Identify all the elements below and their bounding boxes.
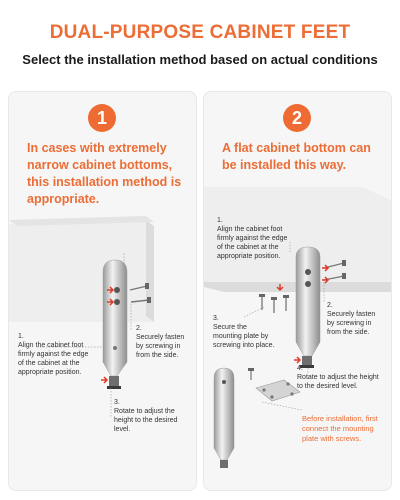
- label-line: by screwing in: [136, 343, 181, 350]
- label-line: screwing into place.: [213, 342, 275, 349]
- label-line: to the desired level.: [297, 383, 358, 390]
- step-2-label: [136, 324, 184, 360]
- label-line: Rotate to adjust the: [114, 408, 175, 415]
- label-line: Align the cabinet foot: [18, 342, 84, 349]
- label-line: 3.: [114, 399, 120, 406]
- cabinet-foot: [103, 260, 127, 389]
- label-line: firmly against the edge: [217, 235, 288, 242]
- label-line: 3.: [213, 315, 219, 322]
- step-1-label: [217, 216, 287, 261]
- label-line: from the side.: [136, 352, 179, 359]
- note-line: connect the mounting: [302, 424, 374, 433]
- headline-line: this installation method is: [27, 175, 182, 189]
- label-line: of the cabinet at the: [217, 244, 279, 251]
- headline-line: appropriate.: [27, 192, 100, 206]
- label-line: Securely fasten: [327, 311, 376, 318]
- label-line: 2.: [327, 302, 333, 309]
- method-card-1: [8, 91, 197, 491]
- headline-line: In cases with extremely: [27, 141, 167, 155]
- label-line: appropriate position.: [217, 253, 281, 260]
- step-2-label: [327, 301, 375, 337]
- page-subtitle: Select the installation method based on actual conditions: [22, 52, 378, 67]
- label-line: 1.: [18, 333, 24, 340]
- page-title: DUAL-PURPOSE CABINET FEET: [49, 22, 351, 43]
- step-number-badge: 2: [283, 104, 311, 132]
- headline-line: be installed this way.: [222, 158, 347, 172]
- label-line: height to the desired: [114, 417, 178, 424]
- label-line: level.: [114, 426, 131, 433]
- step-3-label: [114, 398, 177, 434]
- step-4-label: [297, 364, 379, 391]
- cabinet-panel: [9, 216, 154, 322]
- label-line: Rotate to adjust the height: [297, 374, 379, 381]
- note-line: Before installation, first: [302, 414, 378, 423]
- label-line: Align the cabinet foot: [217, 226, 283, 233]
- label-line: mounting plate by: [213, 333, 269, 340]
- loose-foot: [214, 368, 234, 468]
- note-line: plate with screws.: [302, 434, 362, 443]
- label-line: 4.: [297, 365, 303, 372]
- step-1-label: [18, 332, 88, 377]
- label-line: 1.: [217, 217, 223, 224]
- mounting-plate: [248, 368, 300, 401]
- label-line: Securely fasten: [136, 334, 185, 341]
- label-line: from the side.: [327, 329, 370, 336]
- label-line: 2.: [136, 325, 142, 332]
- step-number-badge: 1: [88, 104, 116, 132]
- pre-install-note: [302, 414, 378, 444]
- cabinet-foot: [296, 247, 320, 368]
- headline-line: A flat cabinet bottom can: [222, 141, 371, 155]
- method-card-2: [203, 91, 392, 491]
- step-3-label: [213, 314, 274, 350]
- label-line: of the cabinet at the: [18, 360, 80, 367]
- label-line: firmly against the edge: [18, 351, 89, 358]
- label-line: appropriate position.: [18, 369, 82, 376]
- label-line: by screwing in: [327, 320, 372, 327]
- headline-line: narrow cabinet bottoms,: [27, 158, 173, 172]
- label-line: Secure the: [213, 324, 247, 331]
